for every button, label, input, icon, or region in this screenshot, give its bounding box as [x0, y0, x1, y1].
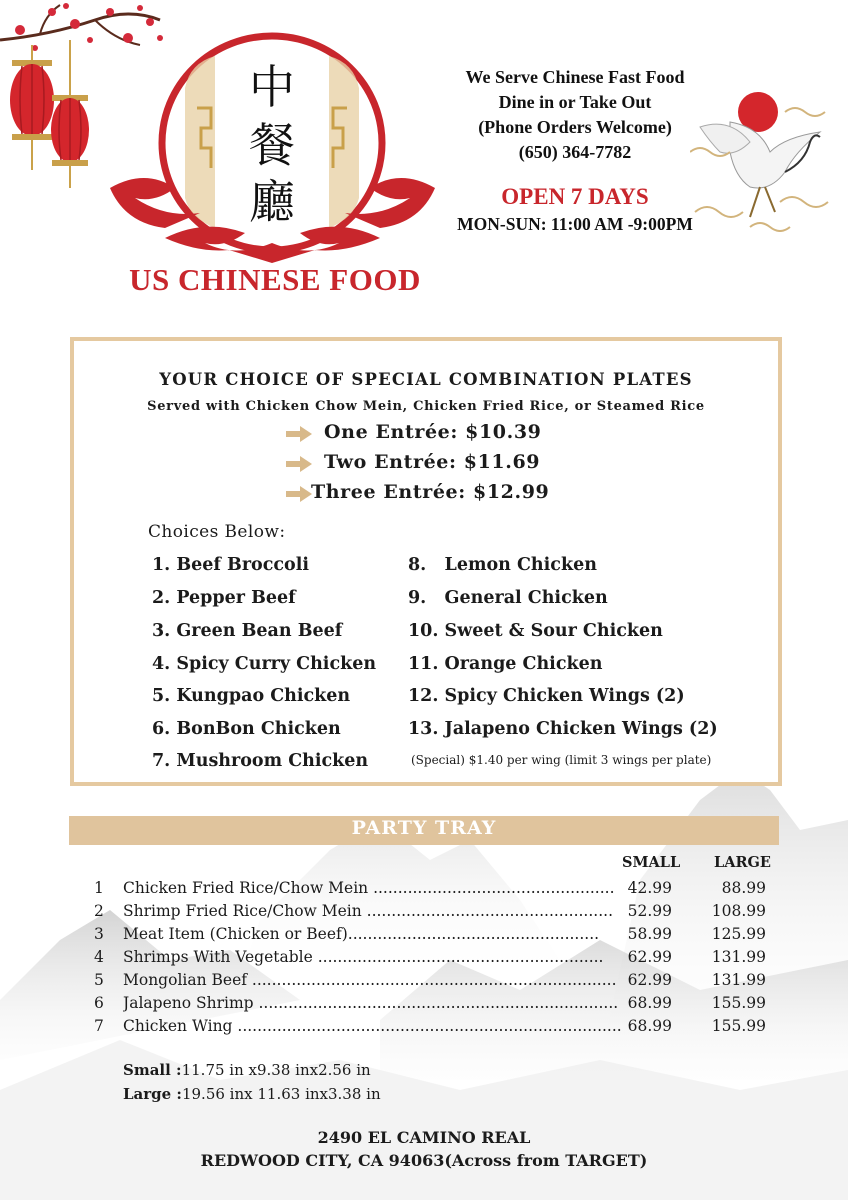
- tray-small-price: 68.99: [627, 994, 672, 1012]
- choice-item: 7. Mushroom Chicken: [152, 751, 369, 771]
- tagline: We Serve Chinese Fast Food: [465, 67, 685, 87]
- tray-row: [0, 1017, 848, 1040]
- tray-row: [0, 971, 848, 994]
- large-tray-size: [123, 1085, 381, 1103]
- brand-name: US CHINESE FOOD: [129, 262, 421, 297]
- crane-illustration: [690, 82, 830, 232]
- tray-num: 1: [94, 879, 104, 897]
- tray-num: 6: [94, 994, 104, 1012]
- price-two-entree: Two Entrée: $11.69: [324, 451, 541, 473]
- combo-title: YOUR CHOICE OF SPECIAL COMBINATION PLATES: [159, 370, 693, 389]
- choice-item: 8. Lemon Chicken: [408, 555, 597, 575]
- tray-name: Mongolian Beef ..........................................................................: [123, 971, 617, 989]
- open-days: OPEN 7 DAYS: [501, 184, 649, 209]
- size-dims: 19.56 inx 11.63 inx3.38 in: [181, 1085, 381, 1103]
- tray-large-price: 155.99: [711, 994, 766, 1012]
- tray-name: Shrimp Fried Rice/Chow Mein ..................................................: [123, 902, 613, 920]
- choice-item: 5. Kungpao Chicken: [152, 686, 351, 706]
- tray-small-price: 62.99: [627, 948, 672, 966]
- choice-item: 12. Spicy Chicken Wings (2): [408, 686, 685, 706]
- tray-row: [0, 902, 848, 925]
- tray-small-price: 58.99: [627, 925, 672, 943]
- combo-subtitle: Served with Chicken Chow Mein, Chicken Fried Rice, or Steamed Rice: [147, 399, 705, 414]
- tray-row: [0, 948, 848, 971]
- phone-orders-note: (Phone Orders Welcome): [478, 117, 672, 137]
- tray-num: 7: [94, 1017, 104, 1035]
- tray-large-price: 155.99: [711, 1017, 766, 1035]
- tray-large-price: 108.99: [711, 902, 766, 920]
- logo-char-2: 餐: [249, 118, 295, 172]
- size-label: Large :: [123, 1085, 182, 1103]
- tray-small-price: 68.99: [627, 1017, 672, 1035]
- tray-name: Chicken Wing ..............................................................................: [123, 1017, 622, 1035]
- choice-item: 3. Green Bean Beef: [152, 621, 343, 641]
- tray-large-price: 131.99: [711, 948, 766, 966]
- tray-num: 3: [94, 925, 104, 943]
- choice-item: 10. Sweet & Sour Chicken: [408, 621, 663, 641]
- tray-large-price: 125.99: [711, 925, 766, 943]
- address-line-1: 2490 EL CAMINO REAL: [317, 1128, 531, 1147]
- arrow-right-icon: [286, 455, 312, 473]
- choice-item: 4. Spicy Curry Chicken: [152, 654, 377, 674]
- tray-large-price: 131.99: [711, 971, 766, 989]
- tray-row: [0, 925, 848, 948]
- tray-small-price: 42.99: [627, 879, 672, 897]
- special-wing-note: (Special) $1.40 per wing (limit 3 wings per plate): [411, 753, 712, 767]
- business-hours: MON-SUN: 11:00 AM -9:00PM: [457, 214, 693, 234]
- size-dims: 11.75 in x9.38 inx2.56 in: [181, 1061, 371, 1079]
- address-line-2: REDWOOD CITY, CA 94063(Across from TARGET): [200, 1151, 648, 1170]
- logo-char-3: 廳: [249, 175, 295, 229]
- tray-small-price: 62.99: [627, 971, 672, 989]
- dine-option: Dine in or Take Out: [498, 92, 652, 112]
- choice-item: 11. Orange Chicken: [408, 654, 603, 674]
- tray-name: Chicken Fried Rice/Chow Mein .................................................: [123, 879, 615, 897]
- phone-number: (650) 364-7782: [518, 142, 632, 162]
- tray-name: Shrimps With Vegetable ..........................................................: [123, 948, 604, 966]
- small-column-header: SMALL: [622, 854, 681, 871]
- tray-name: Jalapeno Shrimp .........................................................................: [123, 994, 619, 1012]
- choices-label: Choices Below:: [148, 522, 286, 542]
- small-tray-size: [123, 1061, 371, 1079]
- large-column-header: LARGE: [714, 854, 771, 871]
- size-label: Small :: [123, 1061, 182, 1079]
- choice-item: 1. Beef Broccoli: [152, 555, 310, 575]
- logo-char-1: 中: [249, 60, 295, 114]
- choice-item: 9. General Chicken: [408, 588, 608, 608]
- choice-item: 6. BonBon Chicken: [152, 719, 341, 739]
- price-three-entree: Three Entrée: $12.99: [311, 481, 550, 503]
- tray-row: [0, 994, 848, 1017]
- tray-num: 2: [94, 902, 104, 920]
- arrow-right-icon: [286, 485, 312, 503]
- tray-num: 5: [94, 971, 104, 989]
- tray-num: 4: [94, 948, 104, 966]
- price-one-entree: One Entrée: $10.39: [324, 421, 542, 443]
- arrow-right-icon: [286, 425, 312, 443]
- choice-item: 13. Jalapeno Chicken Wings (2): [408, 719, 718, 739]
- tray-row: [0, 879, 848, 902]
- tray-large-price: 88.99: [721, 879, 766, 897]
- tray-small-price: 52.99: [627, 902, 672, 920]
- party-tray-title: PARTY TRAY: [351, 817, 497, 839]
- choice-item: 2. Pepper Beef: [152, 588, 296, 608]
- tray-name: Meat Item (Chicken or Beef)...................................................: [123, 925, 600, 943]
